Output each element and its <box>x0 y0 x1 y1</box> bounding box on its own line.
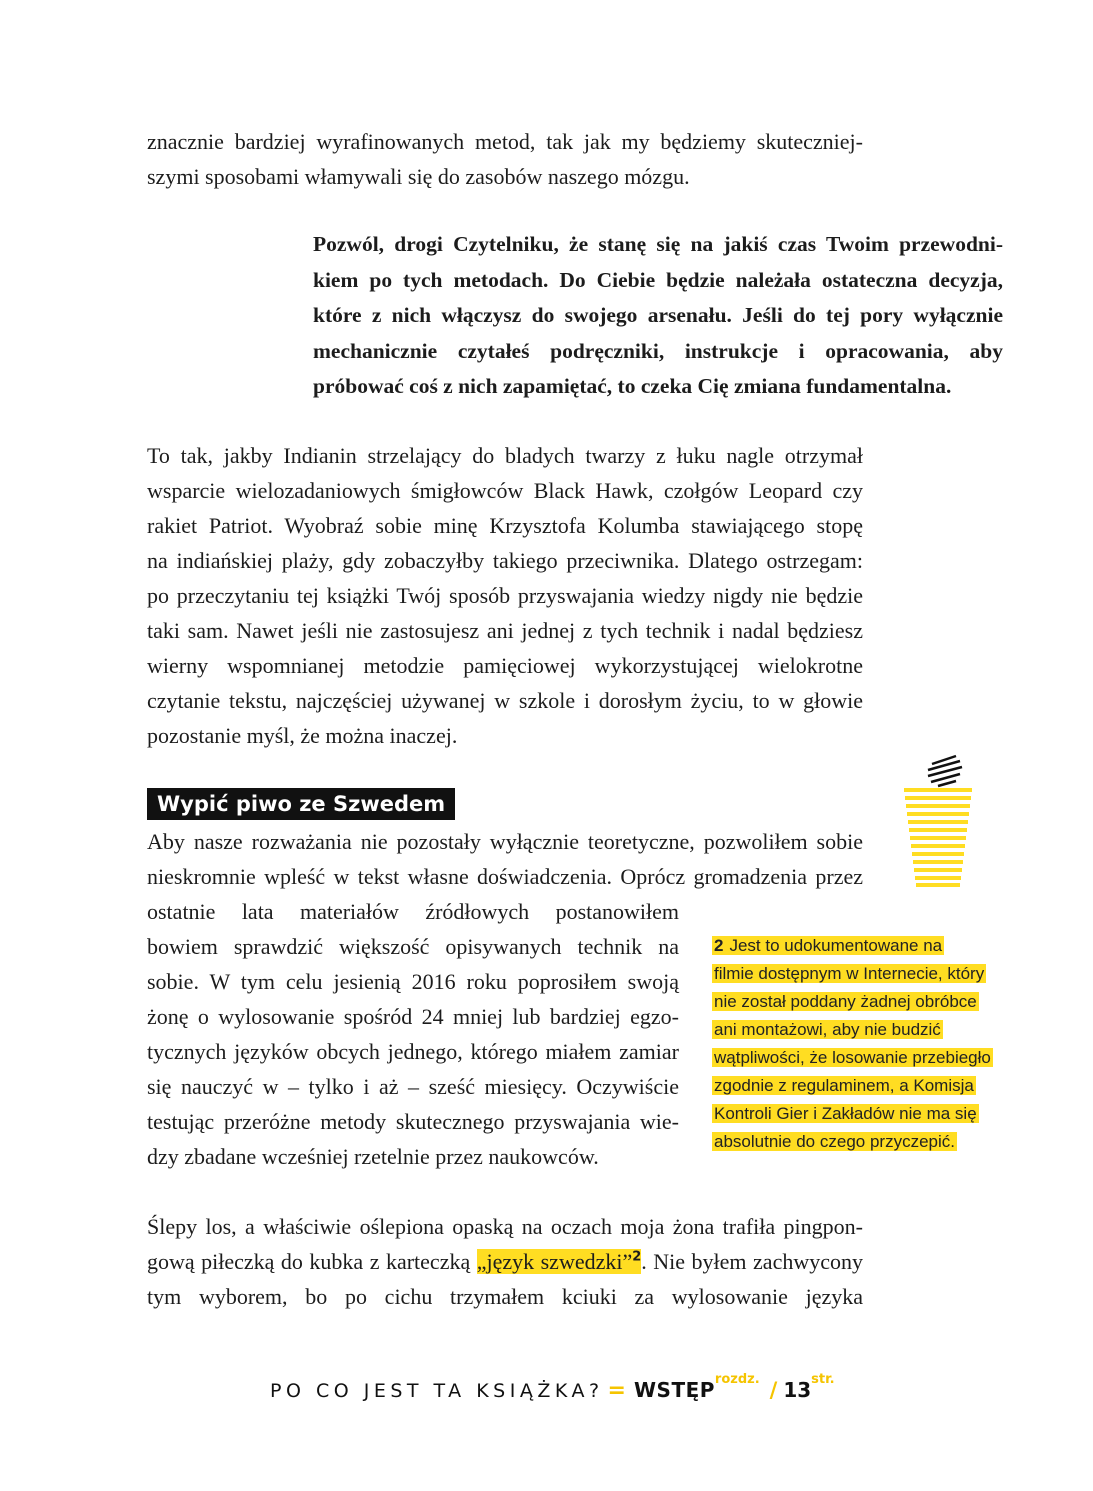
body-line: czytanie tekstu, najczęściej używanej w szkole i dorosłym życiu, to w głowie <box>147 688 863 713</box>
body-line: rakiet Patriot. Wyobraź sobie minę Krzysztofa Kolumba stawiającego stopę <box>147 513 863 538</box>
footer-equals: = <box>607 1378 626 1403</box>
body-line: wierny wspomnianej metodzie pamięciowej wykorzystującej wielokrotne <box>147 653 863 678</box>
cup-stripes <box>904 788 972 887</box>
body-line: się nauczyć w – tylko i aż – sześć miesięcy. Oczywiście <box>147 1074 679 1099</box>
footnote-number: 2 <box>714 936 724 955</box>
quote-line: Pozwól, drogi Czytelniku, że stanę się na jakiś czas Twoim przewodni- <box>313 232 1003 256</box>
footnote-line: Kontroli Gier i Zakładów nie ma się <box>714 1104 977 1123</box>
intro-paragraph <box>147 124 863 194</box>
footnote-line: Jest to udokumentowane na <box>729 936 943 955</box>
body-line: tym wyborem, bo po cichu trzymałem kciuki za wylosowanie języka <box>147 1284 863 1309</box>
body-line: nieskromnie wpleść w tekst własne doświadczenia. Oprócz gromadzenia przez <box>147 864 863 889</box>
body-paragraph-3 <box>147 1209 863 1314</box>
body-line: tycznych języków obcych jednego, którego miałem zamiar <box>147 1039 679 1064</box>
footnote-line: zgodnie z regulaminem, a Komisja <box>714 1076 974 1095</box>
footnote-ref[interactable]: 2 <box>632 1249 642 1265</box>
quote-line: kiem po tych metodach. Do Ciebie będzie należała ostateczna decyzja, <box>313 267 1003 292</box>
highlighted-phrase <box>477 1249 642 1274</box>
footer-chapter-label: rozdz. <box>714 1372 760 1387</box>
footnote-line: nie został poddany żadnej obróbce <box>714 992 977 1011</box>
body-line <box>147 1244 863 1279</box>
body-line: dzy zbadane wcześniej rzetelnie przez naukowców. <box>147 1144 599 1169</box>
body-line: sobie. W tym celu jesienią 2016 roku poprosiłem swoją <box>147 969 679 994</box>
footnote <box>712 932 1012 1156</box>
quote-line: mechanicznie czytałeś podręczniki, instrukcje i opracowania, aby <box>313 338 1003 363</box>
footnote-line: ani montażowi, aby nie budzić <box>714 1020 941 1039</box>
body-text: . Nie byłem zachwycony <box>641 1249 863 1274</box>
body-line: bowiem sprawdzić większość opisywanych technik na <box>147 934 679 959</box>
ball-icon <box>928 756 962 786</box>
footer-slash: / <box>769 1378 778 1402</box>
body-paragraph-2 <box>147 824 863 894</box>
body-line: ostatnie lata materiałów źródłowych postanowiłem <box>147 899 679 924</box>
footer-page-label: str. <box>811 1372 835 1387</box>
intro-line: znacznie bardziej wyrafinowanych metod, tak jak my będziemy skuteczniej- <box>147 129 863 154</box>
footer-chapter: WSTĘP <box>633 1378 715 1402</box>
body-line: Aby nasze rozważania nie pozostały wyłącznie teoretyczne, pozwoliłem sobie <box>147 829 863 854</box>
quote-line: próbować coś z nich zapamiętać, to czeka Cię zmiana fundamentalna. <box>313 374 952 398</box>
body-line: pozostanie myśl, że można inaczej. <box>147 723 458 748</box>
highlighted-text: „język szwedzki” <box>476 1249 633 1274</box>
body-line: wsparcie wielozadaniowych śmigłowców Black Hawk, czołgów Leopard czy <box>147 478 863 503</box>
body-line: po przeczytaniu tej książki Twój sposób przyswajania wiedzy nigdy nie będzie <box>147 583 863 608</box>
body-paragraph-2-narrow <box>147 894 679 1174</box>
footnote-line: absolutnie do czego przyczepić. <box>714 1132 955 1151</box>
page-footer <box>270 1372 835 1412</box>
body-line: taki sam. Nawet jeśli nie zastosujesz ani jednej z tych technik i nadal będziesz <box>147 618 863 643</box>
cup-icon <box>898 752 978 892</box>
footer-book-title: PO CO JEST TA KSIĄŻKA? <box>270 1380 604 1402</box>
body-line: Ślepy los, a właściwie oślepiona opaską na oczach moja żona trafiła pingpon- <box>147 1214 863 1239</box>
bold-quote <box>313 227 1003 405</box>
section-heading: Wypić piwo ze Szwedem <box>147 788 455 820</box>
body-line: na indiańskiej plaży, gdy zobaczyłby takiego przeciwnika. Dlatego ostrzegam: <box>147 548 863 573</box>
body-line: testując przeróżne metody skutecznego przyswajania wie- <box>147 1109 679 1134</box>
body-paragraph-1 <box>147 438 863 753</box>
body-line: żonę o wylosowanie spośród 24 mniej lub bardziej egzo- <box>147 1004 679 1029</box>
quote-line: które z nich włączysz do swojego arsenału. Jeśli do tej pory wyłącznie <box>313 303 1003 327</box>
body-text: gową piłeczką do kubka z karteczką <box>147 1249 477 1274</box>
page-number: 13 <box>783 1378 812 1402</box>
footnote-line: wątpliwości, że losowanie przebiegło <box>714 1048 991 1067</box>
footnote-line: filmie dostępnym w Internecie, który <box>714 964 985 983</box>
body-line: To tak, jakby Indianin strzelający do bladych twarzy z łuku nagle otrzymał <box>147 443 863 468</box>
intro-line: szymi sposobami włamywali się do zasobów naszego mózgu. <box>147 164 690 189</box>
